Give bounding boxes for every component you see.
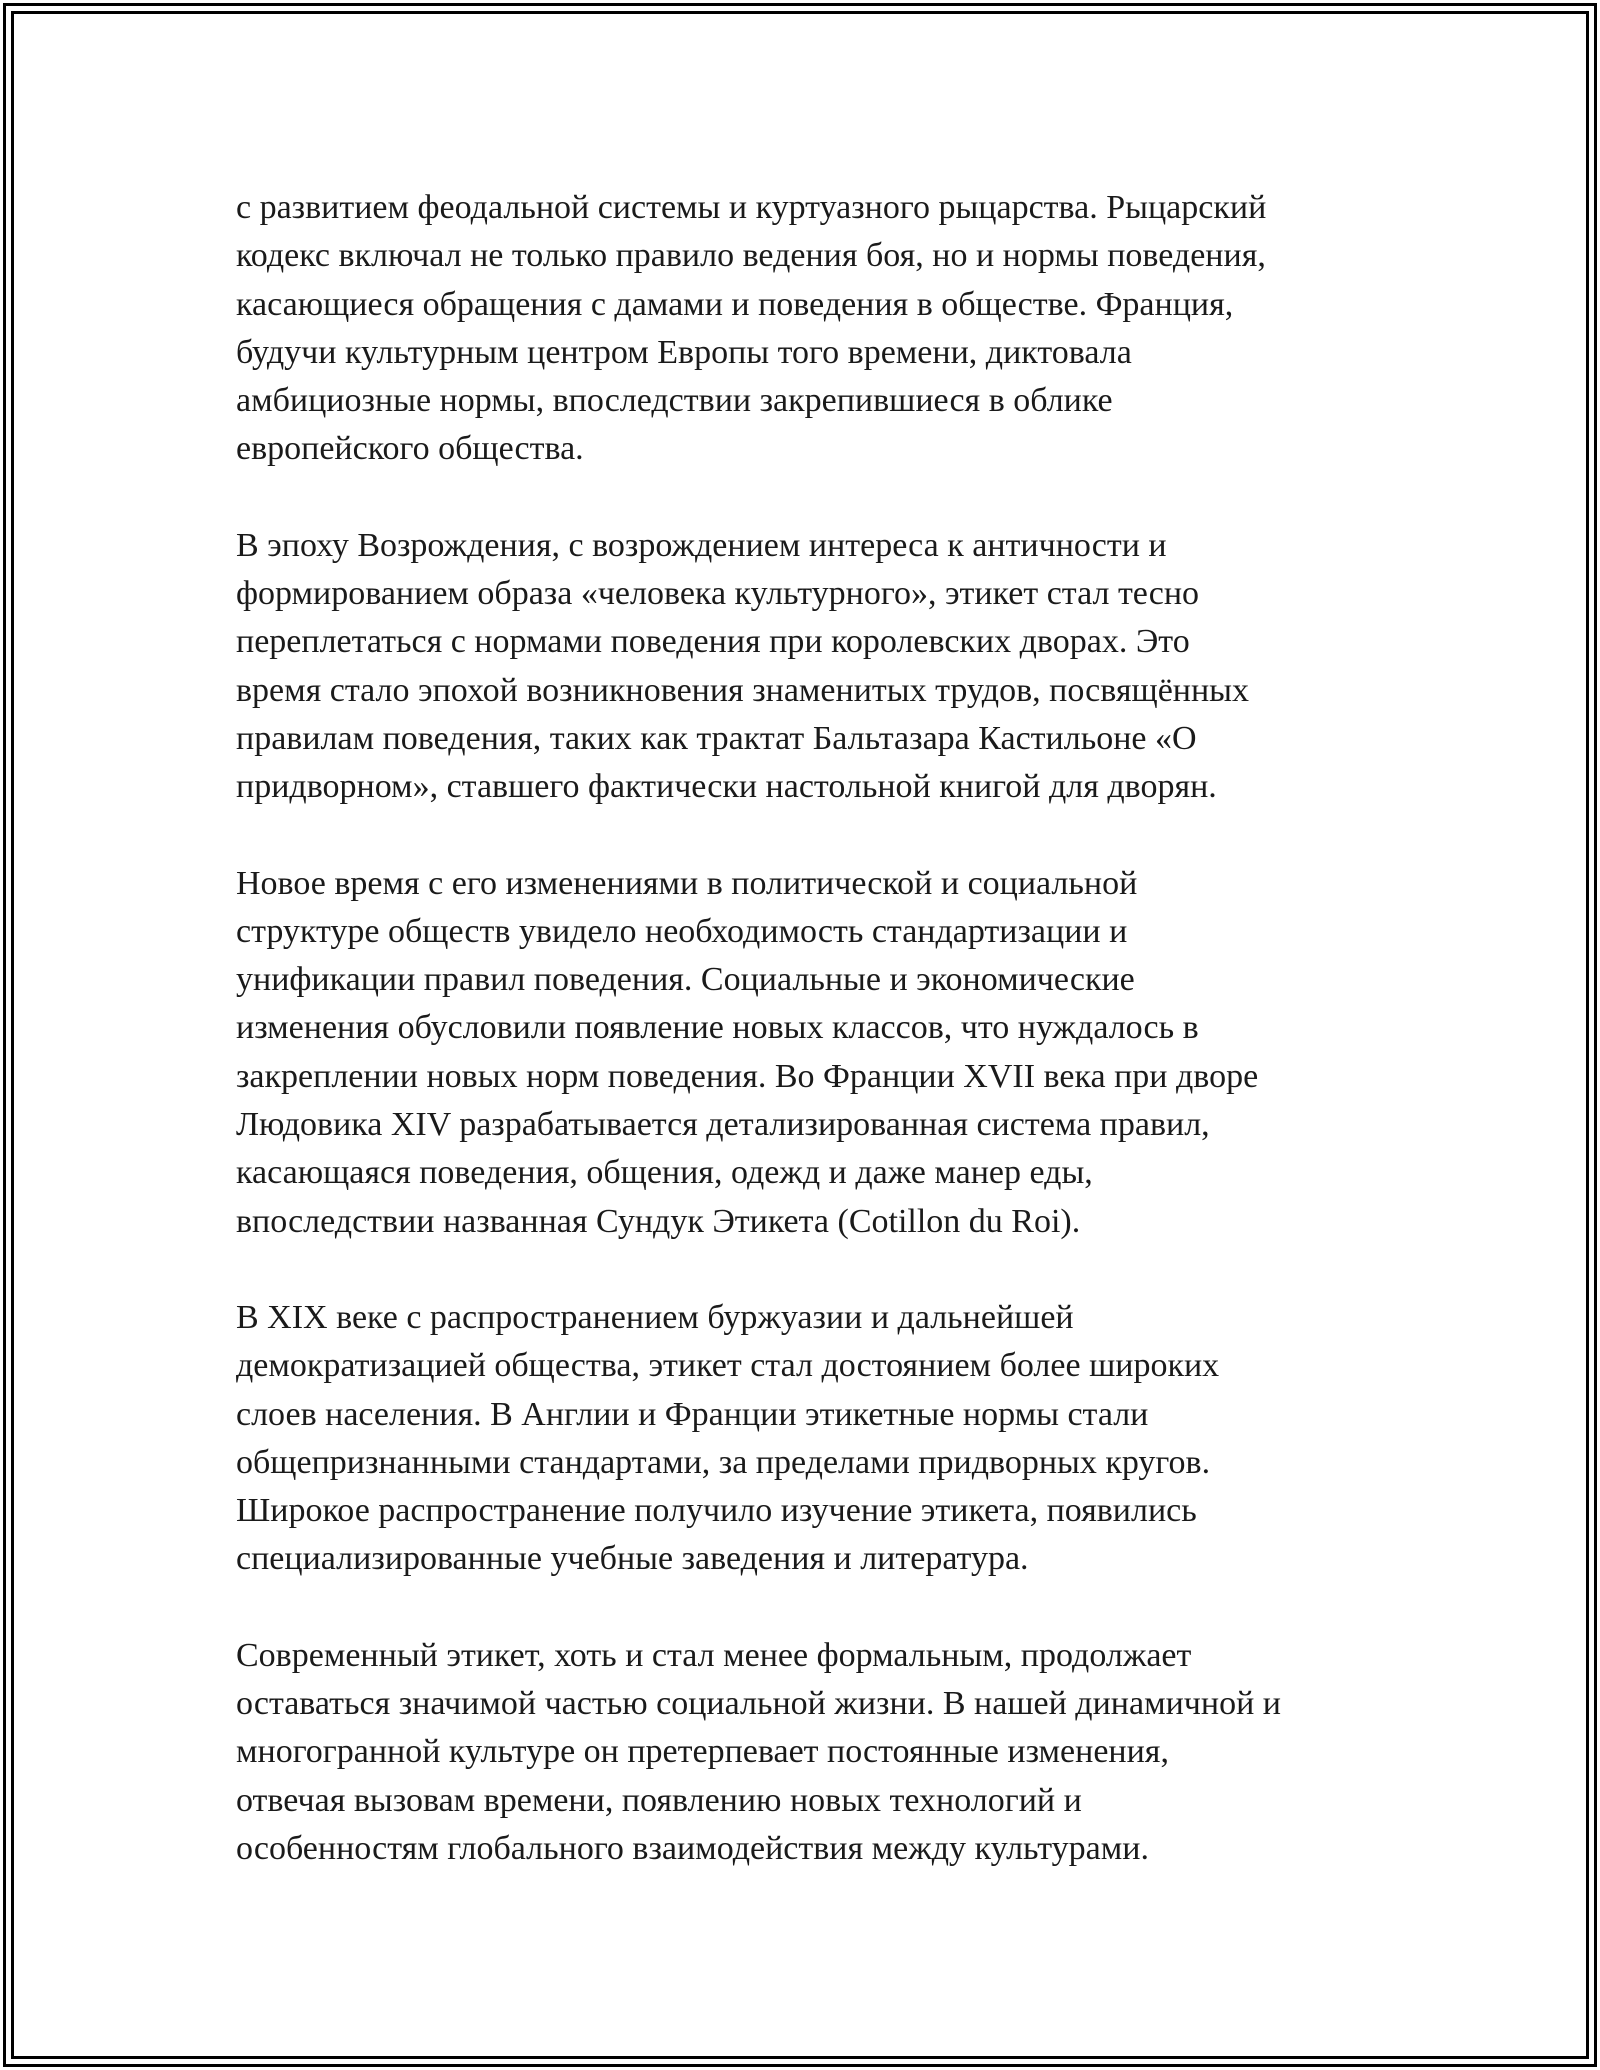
text-line: с развитием феодальной системы и куртуазного рыцарства. Рыцарский xyxy=(236,189,1267,226)
text-line: Широкое распространение получило изучение этикета, появились xyxy=(236,1492,1197,1530)
text-line: амбициозные нормы, впоследствии закрепившиеся в облике xyxy=(236,382,1113,420)
text-line: время стало эпохой возникновения знаменитых трудов, посвящённых xyxy=(236,671,1250,709)
document-body xyxy=(236,184,1386,1921)
text-line: специализированные учебные заведения и литература. xyxy=(236,1540,1029,1578)
paragraph-modern-era xyxy=(236,860,1386,1246)
text-line: придворном», ставшего фактически настольной книгой для дворян. xyxy=(236,768,1217,806)
text-line: слоев населения. В Англии и Франции этикетные нормы стали xyxy=(236,1395,1149,1433)
text-line: европейского общества. xyxy=(236,430,584,468)
text-line: касающиеся обращения с дамами и поведения в обществе. Франция, xyxy=(236,285,1234,323)
paragraph-feudal-chivalry xyxy=(236,184,1386,474)
text-line: общепризнанными стандартами, за пределами придворных кругов. xyxy=(236,1443,1211,1481)
text-line: касающаяся поведения, общения, одежд и даже манер еды, xyxy=(236,1154,1093,1192)
text-line: формированием образа «человека культурного», этикет стал тесно xyxy=(236,575,1200,613)
text-line: отвечая вызовам времени, появлению новых технологий и xyxy=(236,1781,1082,1819)
text-line: правилам поведения, таких как трактат Бальтазара Кастильоне «О xyxy=(236,719,1197,757)
text-line: унификации правил поведения. Социальные и экономические xyxy=(236,961,1135,999)
paragraph-contemporary xyxy=(236,1632,1386,1873)
text-line: Новое время с его изменениями в политической и социальной xyxy=(236,864,1138,902)
paragraph-renaissance xyxy=(236,522,1386,812)
text-line: кодекс включал не только правило ведения боя, но и нормы поведения, xyxy=(236,237,1266,275)
text-line: многогранной культуре он претерпевает постоянные изменения, xyxy=(236,1733,1169,1771)
text-line: переплетаться с нормами поведения при королевских дворах. Это xyxy=(236,623,1190,661)
text-line: оставаться значимой частью социальной жизни. В нашей динамичной и xyxy=(236,1685,1281,1723)
paragraph-nineteenth-century xyxy=(236,1294,1386,1584)
text-line: впоследствии названная Сундук Этикета (Cotillon du Roi). xyxy=(236,1202,1081,1240)
text-line: будучи культурным центром Европы того времени, диктовала xyxy=(236,333,1132,371)
text-line: изменения обусловили появление новых классов, что нуждалось в xyxy=(236,1009,1199,1047)
text-line: Людовика XIV разрабатывается детализированная система правил, xyxy=(236,1106,1210,1144)
text-line: структуре обществ увидело необходимость стандартизации и xyxy=(236,912,1128,950)
text-line: особенностям глобального взаимодействия между культурами. xyxy=(236,1829,1149,1867)
text-line: Современный этикет, хоть и стал менее формальным, продолжает xyxy=(236,1636,1192,1674)
text-line: В XIX веке с распространением буржуазии и дальнейшей xyxy=(236,1298,1074,1336)
text-line: демократизацией общества, этикет стал достоянием более широких xyxy=(236,1347,1220,1385)
text-line: В эпоху Возрождения, с возрождением интереса к античности и xyxy=(236,526,1167,564)
text-line: закреплении новых норм поведения. Во Франции XVII века при дворе xyxy=(236,1057,1259,1095)
